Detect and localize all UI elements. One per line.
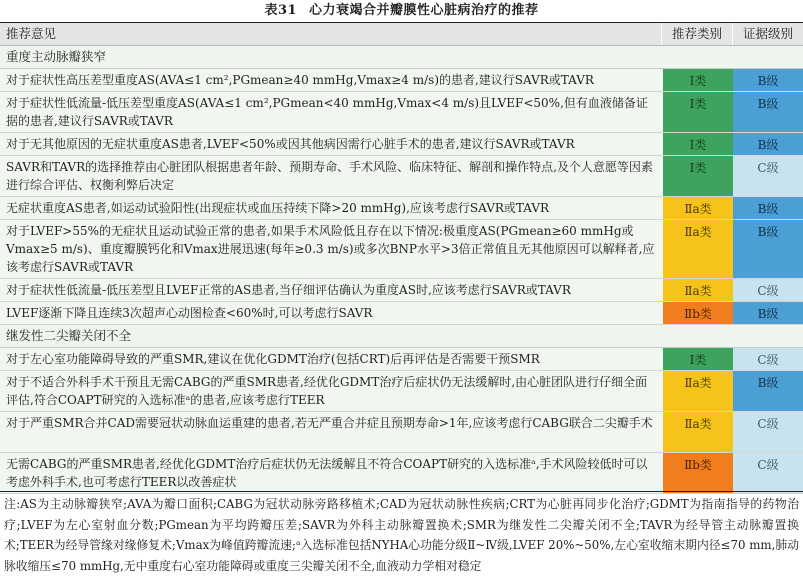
level-badge: B级: [733, 69, 803, 91]
class-badge: Ⅱa类: [663, 279, 733, 301]
level-badge: B级: [733, 302, 803, 324]
section-title: 继发性二尖瓣关闭不全: [0, 325, 803, 348]
class-badge: Ⅰ类: [663, 133, 733, 155]
section-title: 重度主动脉瓣狭窄: [0, 46, 803, 69]
class-badge: Ⅱb类: [663, 453, 733, 493]
class-badge: Ⅱa类: [663, 371, 733, 411]
level-badge: B级: [733, 197, 803, 219]
recommendation-text: SAVR和TAVR的选择推荐由心脏团队根据患者年龄、预期寿命、手术风险、临床特征、解剖和操作特点,及个人意愿等因素进行综合评估、权衡利弊后决定: [0, 156, 663, 196]
level-badge: C级: [733, 279, 803, 301]
table-body: [0, 46, 803, 494]
table-row: [0, 302, 803, 325]
recommendation-text: 对于不适合外科手术干预且无需CABG的严重SMR患者,经优化GDMT治疗后症状仍无法缓解时,由心脏团队进行仔细全面评估,符合COAPT研究的入选标准ᵃ的患者,应该考虑行TEER: [0, 371, 663, 411]
table-row: [0, 133, 803, 156]
table-row: [0, 453, 803, 494]
table-number: 表31: [264, 3, 298, 18]
recommendation-text: 无需CABG的严重SMR患者,经优化GDMT治疗后症状仍无法缓解且不符合COAPT研究的入选标准ᵃ,手术风险较低时可以考虑外科手术,也可考虑行TEER以改善症状: [0, 453, 663, 493]
recommendation-text: 对于无其他原因的无症状重度AS患者,LVEF<50%或因其他病因需行心脏手术的患者,建议行SAVR或TAVR: [0, 133, 663, 155]
level-badge: B级: [733, 371, 803, 411]
table-row: [0, 279, 803, 302]
footnote: 注:AS为主动脉瓣狭窄;AVA为瓣口面积;CABG为冠状动脉旁路移植术;CAD为冠状动脉性疾病;CRT为心脏再同步化治疗;GDMT为指南指导的药物治疗;LVEF为左心室射血分数;PGmean为平均跨瓣压差;SAVR为外科主动脉瓣置换术;SMR为继发性二尖瓣关闭不全;TAVR为经导管主动脉瓣置换术;TEER为经导管缘对缘修复术;Vmax为峰值跨瓣流速;ᵃ入选标准包括NYHA心功能分级Ⅱ~Ⅳ级,LVEF 20%~50%,左心室收缩末期内径≤70 mm,肺动脉收缩压≤70 mmHg,无中重度右心室功能障碍或重度三尖瓣关闭不全,血液动力学相对稳定: [0, 491, 803, 576]
recommendation-text: 对于症状性低流量-低压差型且LVEF正常的AS患者,当仔细评估确认为重度AS时,应该考虑行SAVR或TAVR: [0, 279, 663, 301]
table-header: [0, 22, 803, 46]
class-badge: Ⅱa类: [663, 412, 733, 452]
table-row: [0, 92, 803, 133]
recommendation-text: 对于症状性低流量-低压差型重度AS(AVA≤1 cm²,PGmean<40 mmHg,Vmax<4 m/s)且LVEF<50%,但有血液储备证据的患者,建议行SAVR或TAVR: [0, 92, 663, 132]
table-row: [0, 220, 803, 279]
recommendation-text: 对于严重SMR合并CAD需要冠状动脉血运重建的患者,若无严重合并症且预期寿命>1年,应该考虑行CABG联合二尖瓣手术: [0, 412, 663, 452]
table-row: [0, 69, 803, 92]
level-badge: C级: [733, 348, 803, 370]
level-badge: C级: [733, 156, 803, 196]
table-row: [0, 371, 803, 412]
table-row: [0, 156, 803, 197]
header-level: 证据级别: [732, 23, 803, 45]
class-badge: Ⅰ类: [663, 92, 733, 132]
level-badge: C级: [733, 412, 803, 452]
recommendation-text: 对于症状性高压差型重度AS(AVA≤1 cm²,PGmean≥40 mmHg,Vmax≥4 m/s)的患者,建议行SAVR或TAVR: [0, 69, 663, 91]
class-badge: Ⅱb类: [663, 302, 733, 324]
header-recommendation: 推荐意见: [0, 23, 661, 45]
class-badge: Ⅰ类: [663, 156, 733, 196]
recommendation-text: 对于LVEF>55%的无症状且运动试验正常的患者,如果手术风险低且存在以下情况:极重度AS(PGmean≥60 mmHg或Vmax≥5 m/s)、重度瓣膜钙化和Vmax进展迅速(每年≥0.3 m/s)或多次BNP水平>3倍正常值且无其他原因可以解释者,应该考虑行SAVR或TAVR: [0, 220, 663, 278]
table-row: [0, 197, 803, 220]
recommendation-text: LVEF逐渐下降且连续3次超声心动图检查<60%时,可以考虑行SAVR: [0, 302, 663, 324]
table-title: 心力衰竭合并瓣膜性心脏病治疗的推荐: [309, 3, 539, 18]
level-badge: B级: [733, 220, 803, 278]
table-row: [0, 412, 803, 453]
table-caption: [0, 0, 803, 22]
class-badge: Ⅱa类: [663, 220, 733, 278]
table-row: [0, 348, 803, 371]
header-class: 推荐类别: [661, 23, 732, 45]
class-badge: Ⅰ类: [663, 348, 733, 370]
class-badge: Ⅱa类: [663, 197, 733, 219]
recommendation-text: 对于左心室功能障碍导致的严重SMR,建议在优化GDMT治疗(包括CRT)后再评估是否需要干预SMR: [0, 348, 663, 370]
level-badge: C级: [733, 453, 803, 493]
level-badge: B级: [733, 133, 803, 155]
recommendation-text: 无症状重度AS患者,如运动试验阳性(出现症状或血压持续下降>20 mmHg),应该考虑行SAVR或TAVR: [0, 197, 663, 219]
recommendation-table: [0, 22, 803, 494]
class-badge: Ⅰ类: [663, 69, 733, 91]
level-badge: B级: [733, 92, 803, 132]
